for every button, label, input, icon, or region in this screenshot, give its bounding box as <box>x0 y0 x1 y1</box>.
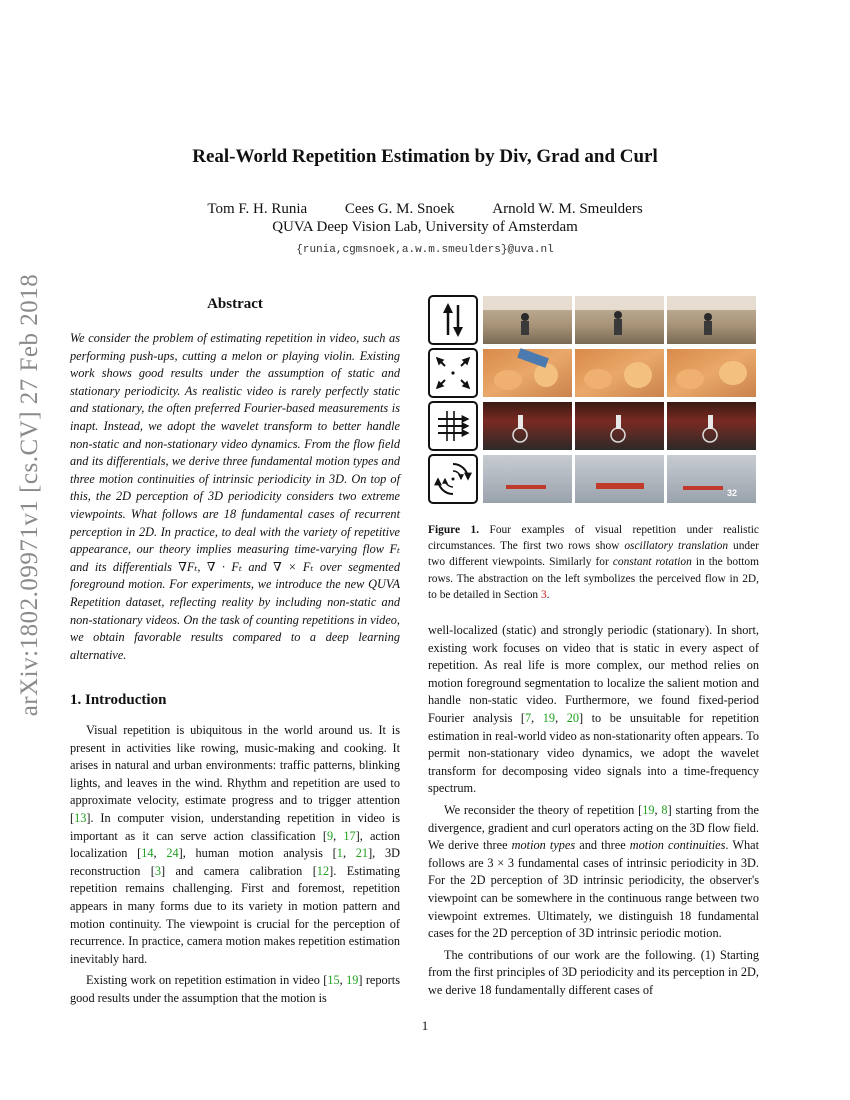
citation-link[interactable]: 20 <box>566 710 579 725</box>
translation-lines-icon <box>429 402 477 450</box>
abstract-heading: Abstract <box>207 296 263 312</box>
paragraph: well-localized (static) and strongly periodic (stationary). In short, existing work focuses on video that is static in every aspect of repetition. As real life is more complex, our method relies on motion foreground segmentation to localize the salient motion and handle non-static video. Furthermore, we found fixed-period Fourier analysis [7, 19, 20] to be unsuitable for repetition estimation in real-world video as non-stationarity often appears. To permit non-stationary video dynamics, we adopt the wavelet transform for decomposing video signals into a time-frequency spectrum. <box>428 623 759 796</box>
rotation-arrows-icon <box>429 455 477 503</box>
author: Tom F. H. Runia <box>207 201 308 217</box>
citation-link[interactable]: 21 <box>355 846 369 861</box>
arxiv-id: arXiv:1802.09971v1 [cs.CV] 27 Feb 2018 <box>16 273 43 717</box>
author-list <box>0 201 850 218</box>
oscillation-arrows-icon <box>429 296 477 344</box>
push-up-frames <box>483 296 756 344</box>
citation-link[interactable]: 3 <box>154 863 162 878</box>
figure-caption: Figure 1. Four examples of visual repetition under realistic circumstances. The first two rows show oscillatory translation under two different viewpoints. Similarly for constant rotation in the bottom rows. The abstraction on the left symbolizes the perceived flow in 2D, to be detailed in Section 3. <box>428 524 759 601</box>
citation-link[interactable]: 19 <box>642 802 655 817</box>
affiliation: QUVA Deep Vision Lab, University of Amsterdam <box>272 219 578 235</box>
arxiv-sidebar <box>0 273 60 717</box>
paragraph: The contributions of our work are the following. (1) Starting from the first principles of 3D periodicity and its perception in 2D, we derive 18 fundamentally different cases of <box>428 947 759 997</box>
page-number: 1 <box>421 1018 429 1033</box>
author: Cees G. M. Snoek <box>344 201 455 217</box>
author: Arnold W. M. Smeulders <box>492 201 643 217</box>
citation-link[interactable]: 13 <box>74 810 87 825</box>
abstract-text: We consider the problem of estimating repetition in video, such as performing push-ups, cutting a melon or playing violin. Existing work shows good results under the assumption of static and stationary periodicity. As realistic video is rarely perfectly static and stationary, the often preferred Fourier-based measurements is inapt. Instead, we adopt the wavelet transform to better handle non-static and non-stationary video dynamics. From the flow field and its differentials, we derive three fundamental motion types and three motion continuities of intrinsic periodicity in 3D. On top of this, the 2D perception of 3D periodicity considers two extreme viewpoints. What follows are 18 fundamental cases of recurrent perception in 2D. In practice, to deal with the variety of repetitive appearance, our theory implies measuring time-varying flow Fₜ and its differentials ∇Fₜ, ∇ · Fₜ and ∇ × Fₜ over segmented foreground motion. For experiments, we introduce the new QUVA Repetition dataset, reflecting reality by including non-static and non-stationary videos. On the task of counting repetitions in video, we obtain favorable results compared to a deep learning alternative. <box>70 331 400 662</box>
right-column-text <box>428 622 759 999</box>
citation-link[interactable]: 14 <box>141 846 154 861</box>
citation-link[interactable]: 7 <box>525 710 532 725</box>
paragraph: Existing work on repetition estimation in video [15, 19] reports good results under the assumption that the motion is <box>70 973 400 1005</box>
paragraph: We reconsider the theory of repetition [19, 8] starting from the divergence, gradient and curl operators acting on the 3D flow field. We derive three motion types and three motion continuities. What follows are 3 × 3 fundamental cases of intrinsic periodicity in 3D. For the 2D perception of 3D intrinsic periodicity, the observer's viewpoint can be somewhere in the continuous range between two viewpoint extremes. Ultimately, we distinguish 18 fundamental cases for the 2D perception of 3D intrinsic periodic motion. <box>428 802 759 941</box>
citation-link[interactable]: 15 <box>327 973 340 988</box>
citation-link[interactable]: 19 <box>346 973 359 988</box>
melon-cutting-frames <box>483 348 756 397</box>
email: {runia,cgmsnoek,a.w.m.smeulders}@uva.nl <box>296 244 554 256</box>
divergence-arrows-icon <box>429 349 477 397</box>
paper-title: Real-World Repetition Estimation by Div, Grad and Curl <box>192 146 658 167</box>
intro-text <box>70 722 400 1008</box>
paragraph: Visual repetition is ubiquitous in the world around us. It is present in activities like rowing, music-making and cooking. It arises in natural and urban environments: traffic patterns, blinking lights, and leaves in the wind. Rhythm and repetition are used to approximate velocity, estimate progress and to trigger attention [13]. In computer vision, understanding repetition in video is important as it can serve action classification [9, 17], action localization [14, 24], human motion analysis [1, 21], 3D reconstruction [3] and camera calibration [12]. Estimating repetition remains challenging. First and foremost, repetition appears in many forms due to its variety in motion pattern and motion continuity. The viewpoint is crucial for the perception of recurrence. In practice, camera motion makes repetition estimation inevitably hard. <box>70 723 401 966</box>
citation-link[interactable]: 19 <box>542 710 556 725</box>
citation-link[interactable]: 8 <box>661 802 668 817</box>
section-link[interactable]: 3 <box>540 588 547 601</box>
citation-link[interactable]: 9 <box>326 828 334 843</box>
frame-label: 32 <box>727 488 738 498</box>
citation-link[interactable]: 12 <box>316 863 330 878</box>
rowing-frames <box>483 455 756 503</box>
citation-link[interactable]: 17 <box>343 828 356 843</box>
citation-link[interactable]: 24 <box>166 846 179 861</box>
figure-1 <box>428 295 759 507</box>
cyclist-frames <box>483 402 756 450</box>
citation-link[interactable]: 1 <box>336 846 343 861</box>
section-heading: 1. Introduction <box>70 692 167 708</box>
